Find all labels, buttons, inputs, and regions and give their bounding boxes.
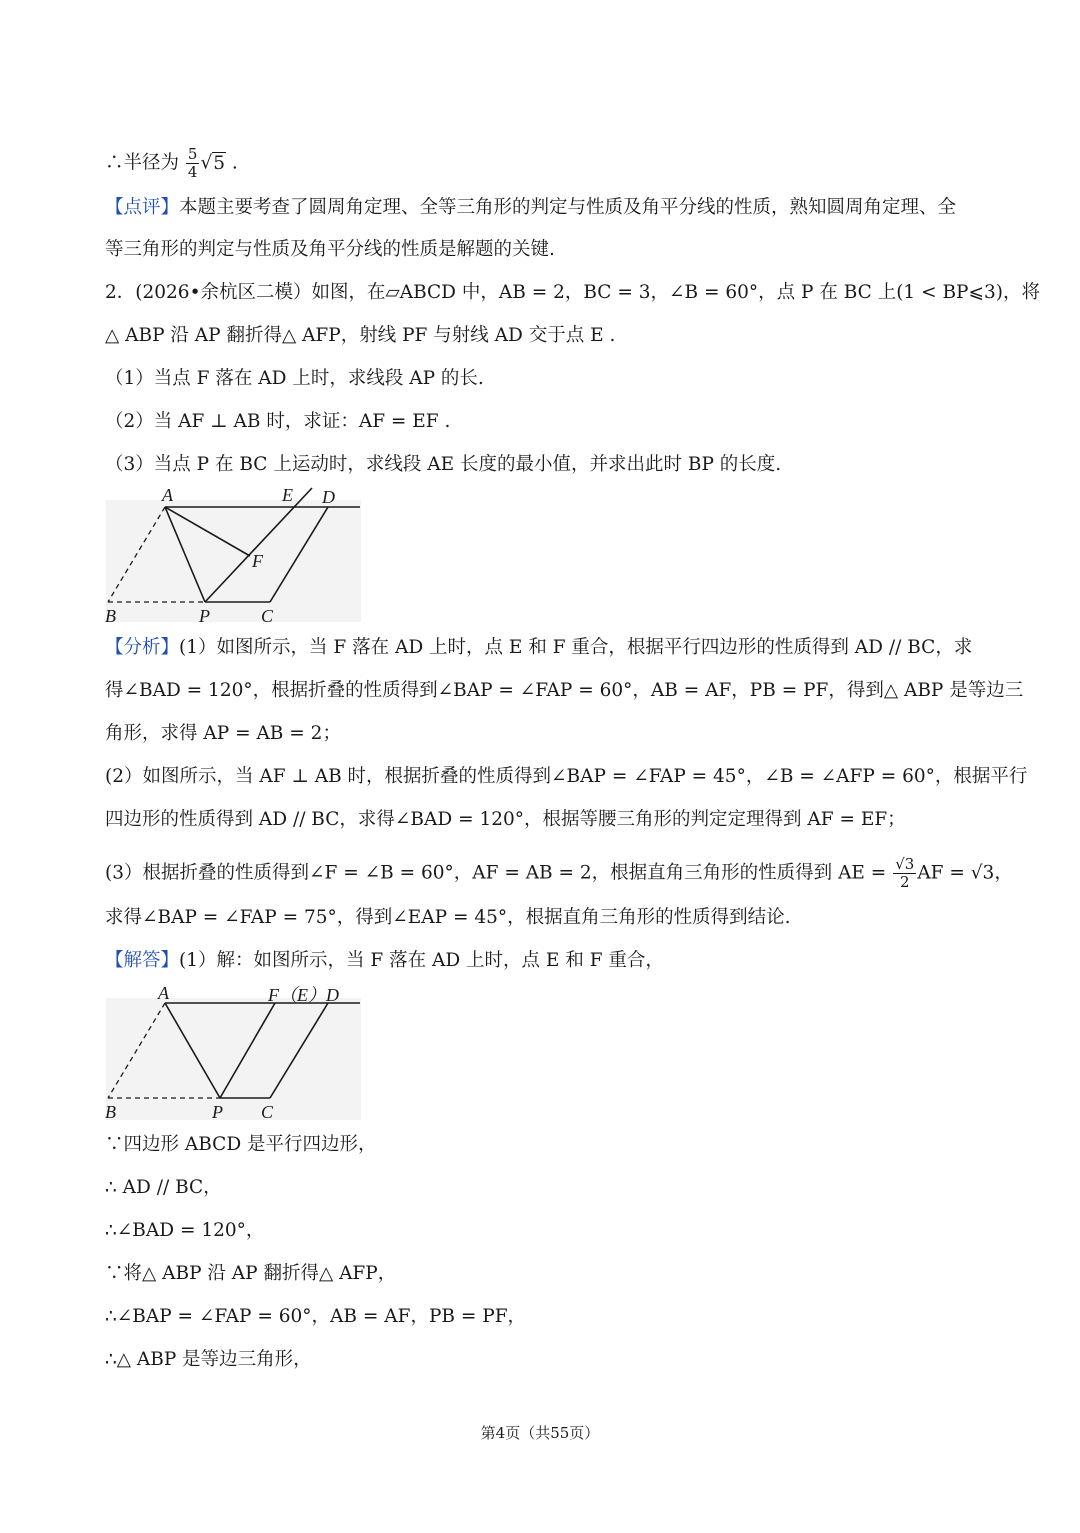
label-d: D [322,487,335,507]
analysis-line-6: (3）根据折叠的性质得到∠F = ∠B = 60°，AF = AB = 2，根据直角三角形的性质得到 AE = $\frac{√3}{2}$ AF = √3， [105,855,1013,891]
analysis-tag: 【分析】 [105,637,180,658]
figure-parallelogram-fold [100,482,370,627]
label-p: P [212,1102,223,1122]
label-c: C [261,606,274,626]
figure-background [106,500,361,622]
label-c: C [261,1102,274,1122]
answer-line-1: 【解答】(1）解：如图所示，当 F 落在 AD 上时，点 E 和 F 重合， [105,950,664,971]
analysis-line-5: 四边形的性质得到 AD // BC，求得∠BAD = 120°，根据等腰三角形的判定定理得到 AF = EF； [105,809,906,830]
label-e: E [282,485,293,505]
label-a: A [158,983,169,1003]
question-2-part-1: （1）当点 F 落在 AD 上时，求线段 AP 的长. [105,368,484,389]
figure-f-on-ad [100,980,370,1125]
comment-tag: 【点评】 [105,197,180,218]
figure-background [106,998,361,1120]
label-f-e-d: F（E）D [268,985,339,1005]
label-b: B [105,606,116,626]
answer-tag: 【解答】 [105,950,180,971]
label-a: A [162,485,173,505]
analysis-line-1: 【分析】(1）如图所示，当 F 落在 AD 上时，点 E 和 F 重合，根据平行四边形的性质得到 AD // BC，求 [105,637,973,658]
comment-line-2: 等三角形的判定与性质及角平分线的性质是解题的关键. [105,239,555,260]
analysis-line-4: (2）如图所示，当 AF ⊥ AB 时，根据折叠的性质得到∠BAP = ∠FAP = 45°，∠B = ∠AFP = 60°，根据平行 [105,766,1028,787]
fraction-root3-2: $\frac{√3}{2}$ [895,855,915,891]
analysis-line-3: 角形，求得 AP = AB = 2； [105,723,341,744]
analysis-line-2: 得∠BAD = 120°，根据折叠的性质得到∠BAP = ∠FAP = 60°，AB = AF，PB = PF，得到△ ABP 是等边三 [105,680,1024,701]
comment-line-1: 【点评】本题主要考查了圆周角定理、全等三角形的判定与性质及角平分线的性质，熟知圆周角定理、全 [105,197,957,218]
step-2: ∴ AD // BC， [105,1177,222,1198]
question-2-part-2: （2）当 AF ⊥ AB 时，求证：AF = EF . [105,411,451,432]
question-2-line-1: 2．(2026•余杭区二模）如图，在▱ABCD 中，AB = 2，BC = 3，∠B = 60°，点 P 在 BC 上(1 < BP⩽3)，将 [105,282,1040,303]
analysis-line-7: 求得∠BAP = ∠FAP = 75°，得到∠EAP = 45°，根据直角三角形的性质得到结论. [105,907,791,928]
label-f: F [252,551,263,571]
question-2-line-2: △ ABP 沿 AP 翻折得△ AFP，射线 PF 与射线 AD 交于点 E . [105,325,616,346]
label-b: B [105,1102,116,1122]
step-4: ∵将△ ABP 沿 AP 翻折得△ AFP， [105,1263,397,1284]
fraction-5-4: $\frac{5}{4}$ [187,145,198,181]
label-p: P [199,606,210,626]
page-footer: 第4页（共55页） [480,1424,600,1442]
step-1: ∵四边形 ABCD 是平行四边形， [105,1134,377,1155]
step-6: ∴△ ABP 是等边三角形， [105,1349,312,1370]
step-5: ∴∠BAP = ∠FAP = 60°，AB = AF，PB = PF， [105,1306,527,1327]
line-radius-result: ∴半径为 $\frac{5}{4}$ √5 . [105,145,238,181]
step-3: ∴∠BAD = 120°， [105,1220,265,1241]
question-2-part-3: （3）当点 P 在 BC 上运动时，求线段 AE 长度的最小值，并求出此时 BP 的长度. [105,454,782,475]
